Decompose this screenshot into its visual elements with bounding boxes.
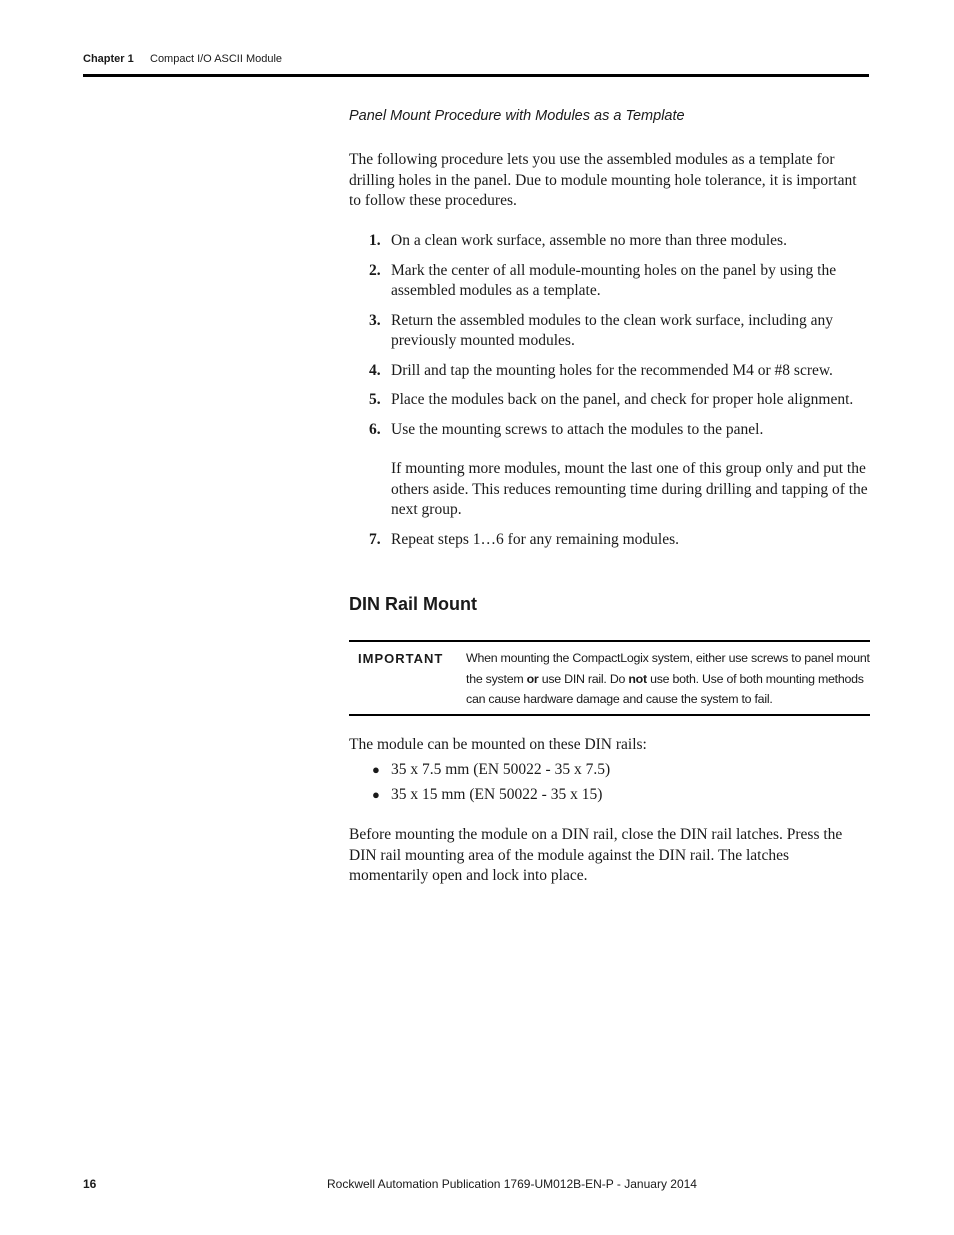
step-number: 2.	[369, 261, 381, 279]
intro-paragraph: The following procedure lets you use the assembled modules as a template for drilling holes in the panel. Due to module mounting hole tolerance, it is important to follow these procedures.	[349, 151, 857, 209]
header-rule	[83, 74, 869, 77]
step-text: Repeat steps 1…6 for any remaining modules.	[391, 530, 679, 548]
page-number: 16	[83, 1177, 97, 1191]
list-item: ● 35 x 7.5 mm (EN 50022 - 35 x 7.5)	[372, 760, 610, 781]
procedure-steps	[369, 231, 871, 559]
step-number: 4.	[369, 361, 381, 379]
step-number: 7.	[369, 530, 381, 548]
step-text: Mark the center of all module-mounting holes on the panel by using the assembled modules as a template.	[391, 261, 837, 299]
chapter-label: Chapter 1	[83, 53, 134, 65]
chapter-title: Compact I/O ASCII Module	[150, 53, 283, 65]
step-text: Return the assembled modules to the clean work surface, including any previously mounted modules.	[391, 311, 834, 349]
important-notice	[349, 640, 870, 716]
din-paragraph: Before mounting the module on a DIN rail, close the DIN rail latches. Press the DIN rail mounting area of the module against the DIN rail. The latches momentarily open and lock into place.	[349, 826, 843, 884]
bullet-icon: ●	[372, 787, 380, 802]
step-item	[369, 311, 871, 352]
running-header	[83, 53, 283, 65]
step-item	[369, 231, 871, 252]
step-text: Place the modules back on the panel, and check for proper hole alignment.	[391, 391, 854, 408]
step-number: 6.	[369, 420, 381, 438]
important-text: When mounting the CompactLogix system, either use screws to panel mount the system or use DIN rail. Do not use both. Use of both mounting methods can cause hardware damage and cause the system to fail.	[466, 651, 870, 706]
publication-footer: Rockwell Automation Publication 1769-UM012B-EN-P - January 2014	[327, 1177, 697, 1191]
section-subheading: Panel Mount Procedure with Modules as a Template	[349, 108, 685, 124]
rail-list	[372, 760, 610, 810]
din-rail-heading: DIN Rail Mount	[349, 594, 477, 614]
step-item	[369, 390, 871, 411]
important-label: IMPORTANT	[358, 651, 444, 666]
step-text: Drill and tap the mounting holes for the recommended M4 or #8 screw.	[391, 361, 833, 379]
bullet-icon: ●	[372, 762, 380, 777]
step-text: Use the mounting screws to attach the modules to the panel.	[391, 420, 764, 438]
step-note: If mounting more modules, mount the last one of this group only and put the others aside. This reduces remounting time during drilling and tapping of the next group.	[391, 460, 868, 518]
step-item	[369, 361, 871, 382]
step-text: On a clean work surface, assemble no more than three modules.	[391, 232, 787, 249]
step-number: 5.	[369, 391, 381, 408]
list-item: ● 35 x 15 mm (EN 50022 - 35 x 15)	[372, 785, 610, 806]
step-item	[369, 420, 871, 521]
emphasis-not: not	[628, 671, 647, 686]
emphasis-or: or	[526, 671, 539, 686]
step-number: 3.	[369, 311, 381, 329]
step-item	[369, 261, 871, 302]
din-intro: The module can be mounted on these DIN rails:	[349, 736, 647, 753]
step-item	[369, 530, 871, 551]
step-number: 1.	[369, 232, 381, 249]
